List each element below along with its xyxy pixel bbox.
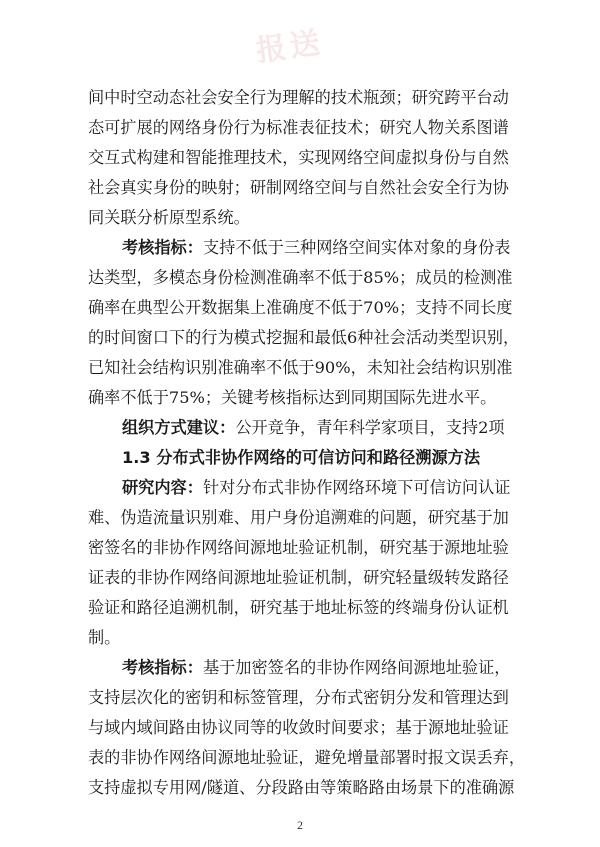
text-line: 考核指标：支持不低于三种网络空间实体对象的身份表	[122, 238, 511, 257]
text-line: 态可扩展的网络身份行为标准表征技术；研究人物关系图谱	[88, 118, 509, 137]
inline-label: 考核指标：	[122, 658, 203, 677]
watermark-stamp: 报送	[253, 25, 327, 70]
text-line: 社会真实身份的映射；研制网络空间与自然社会安全行为协	[88, 178, 509, 197]
text-line: 验证和路径追溯机制，研究基于地址标签的终端身份认证机	[88, 598, 509, 617]
text-line: 的时间窗口下的行为模式挖掘和最低6种社会活动类型识别，	[88, 328, 520, 347]
text-line: 同关联分析原型系统。	[88, 208, 250, 227]
text-line: 表的非协作网络间源地址验证，避免增量部署时报文误丢弃，	[88, 748, 526, 767]
inline-label: 考核指标：	[122, 238, 203, 257]
inline-label: 研究内容：	[122, 478, 203, 497]
text-line: 密签名的非协作网络间源地址验证机制，研究基于源地址验	[88, 538, 509, 557]
inline-label: 组织方式建议：	[122, 418, 236, 437]
text-line: 交互式构建和智能推理技术，实现网络空间虚拟身份与自然	[88, 148, 509, 167]
text-line: 达类型，多模态身份检测准确率不低于85%；成员的检测准	[88, 268, 513, 287]
text-line: 支持层次化的密钥和标签管理，分布式密钥分发和管理达到	[88, 688, 509, 707]
text-line: 间中时空动态社会安全行为理解的技术瓶颈；研究跨平台动	[88, 88, 509, 107]
text-line: 考核指标：基于加密签名的非协作网络间源地址验证，	[122, 658, 511, 677]
text-line: 研究内容：针对分布式非协作网络环境下可信访问认证	[122, 478, 511, 497]
text-line: 已知社会结构识别准确率不低于90%，未知社会结构识别准	[88, 358, 513, 377]
text-line: 制。	[88, 628, 121, 647]
text-line: 支持虚拟专用网/隧道、分段路由等策略路由场景下的准确源	[88, 778, 515, 797]
text-line: 与域内域间路由协议同等的收敛时间要求；基于源地址验证	[88, 718, 509, 737]
text-line: 难、伪造流量识别难、用户身份追溯难的问题，研究基于加	[88, 508, 509, 527]
text-line: 证表的非协作网络间源地址验证机制，研究轻量级转发路径	[88, 568, 509, 587]
page-number: 2	[297, 818, 303, 832]
text-line: 组织方式建议：公开竞争，青年科学家项目，支持2项	[122, 418, 505, 437]
section-heading: 1.3 分布式非协作网络的可信访问和路径溯源方法	[122, 448, 481, 467]
text-line: 确率在典型公开数据集上准确度不低于70%；支持不同长度	[88, 298, 513, 317]
text-line: 确率不低于75%；关键考核指标达到同期国际先进水平。	[88, 388, 497, 407]
